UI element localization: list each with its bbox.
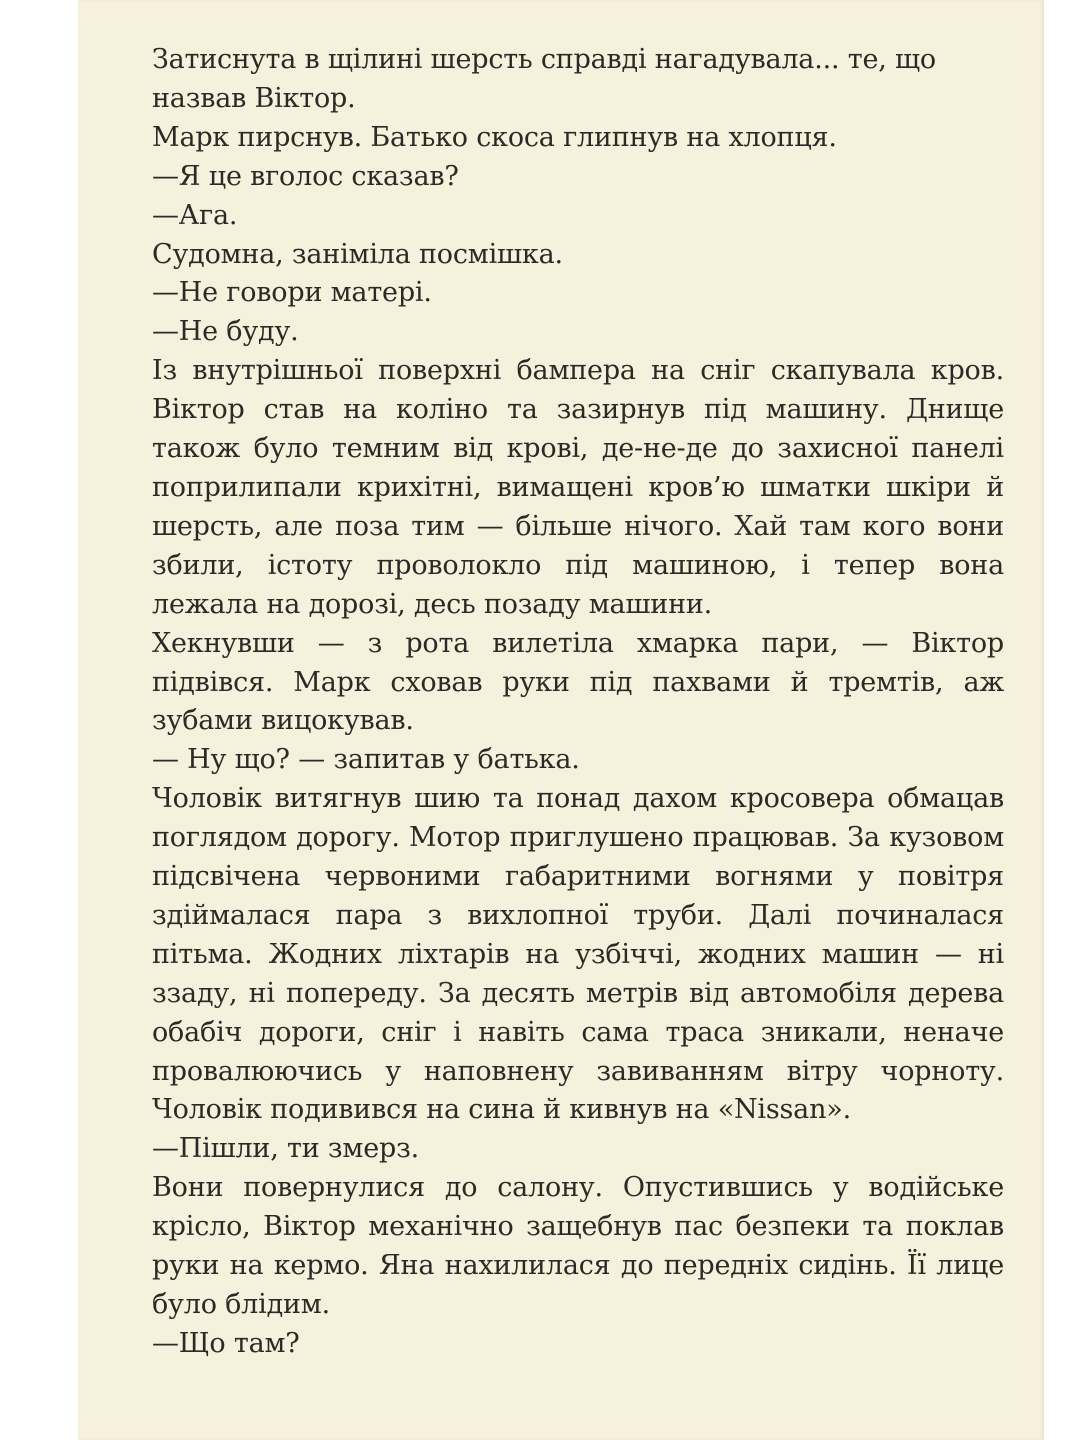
page-text (152, 41, 1004, 1364)
dialogue-line: —Ага. (152, 199, 238, 231)
dialogue-line: —Що там? (152, 1327, 300, 1359)
paragraph: Із внутрішньої поверхні бампера на сніг скапувала кров. Віктор став на коліно та зазирнув під машину. Днище також було темним від крові, де-не-де до захисної панелі поприлипали крихітні, вимащені кров’ю шматки шкіри й шерсть, але поза тим — більше нічого. Хай там кого вони збили, істоту проволокло під машиною, і тепер вона лежала на дорозі, десь позаду машини. (152, 355, 1004, 620)
paragraph: Судомна, заніміла посмішка. (152, 238, 563, 270)
paragraph: Марк пирснув. Батько скоса глипнув на хлопця. (152, 121, 837, 153)
paragraph: Затиснута в щілині шерсть справді нагадувала... те, що назвав Віктор. (152, 44, 936, 114)
dialogue-line: —Я це вголос сказав? (152, 160, 459, 192)
dialogue-line: —Пішли, ти змерз. (152, 1133, 420, 1165)
dialogue-line: —Не буду. (152, 316, 299, 348)
paragraph: Вони повернулися до салону. Опустившись у водійське крісло, Віктор механічно защебнув пас безпеки та поклав руки на кермо. Яна нахилилася до передніх сидінь. Її лице було блідим. (152, 1172, 1004, 1320)
dialogue-line: —Не говори матері. (152, 277, 432, 309)
paragraph: Хекнувши — з рота вилетіла хмарка пари, — Віктор підвівся. Марк сховав руки під пахвами й тремтів, аж зубами вицокував. (152, 627, 1004, 737)
paragraph: Чоловік витягнув шию та понад дахом кросовера обмацав поглядом дорогу. Мотор приглушено працював. За кузовом підсвічена червоними габаритними вогнями у повітря здіймалася пара з вихлопної труби. Далі починалася пітьма. Жодних ліхтарів на узбіччі, жодних машин — ні ззаду, ні попереду. За десять метрів від автомобіля дерева обабіч дороги, сніг і навіть сама траса зникали, неначе провалюючись у наповнену завиванням вітру чорноту. Чоловік подивився на сина й кивнув на «Nissan». (152, 783, 1004, 1126)
dialogue-line: — Ну що? — запитав у батька. (152, 744, 580, 776)
